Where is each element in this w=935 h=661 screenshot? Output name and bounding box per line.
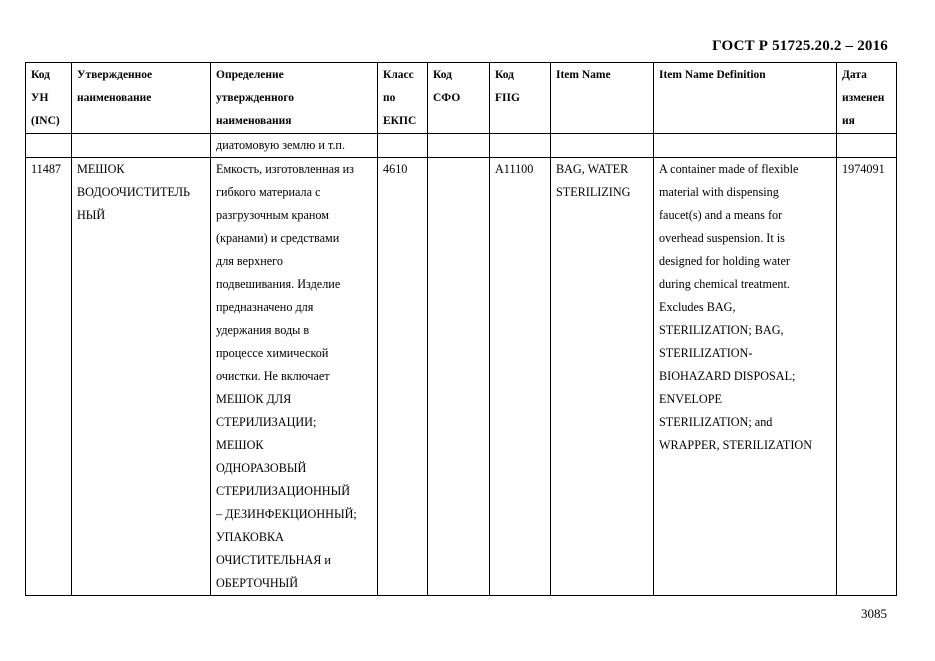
text-line: Item Name <box>556 69 611 81</box>
header-fiig <box>490 63 551 134</box>
text-line: УПАКОВКА <box>216 530 284 544</box>
text-line: ия <box>842 115 855 127</box>
text-line: A container made of flexible <box>659 162 799 176</box>
text-line: наименования <box>216 115 292 127</box>
text-line: (кранами) и средствами <box>216 231 340 245</box>
text-line: СФО <box>433 92 461 104</box>
header-approved-name <box>72 63 211 134</box>
text-line: НЫЙ <box>77 208 106 222</box>
text-line: material with dispensing <box>659 185 779 199</box>
text-line: FIIG <box>495 92 520 104</box>
continuation-definition: диатомовую землю и т.п. <box>211 134 378 158</box>
text-line: разгрузочным краном <box>216 208 329 222</box>
header-item-name-definition <box>654 63 837 134</box>
text-line: подвешивания. Изделие <box>216 277 341 291</box>
text-line: предназначено для <box>216 300 314 314</box>
text-line: МЕШОК ДЛЯ <box>216 392 292 406</box>
table-header-row <box>26 63 897 134</box>
text-line: WRAPPER, STERILIZATION <box>659 438 813 452</box>
cell-date: 1974091 <box>837 158 897 596</box>
text-line: Емкость, изготовленная из <box>216 162 354 176</box>
cell-item-name <box>551 158 654 596</box>
text-line: Код <box>433 69 453 81</box>
text-line: (INC) <box>31 115 60 127</box>
cell-fiig: A11100 <box>490 158 551 596</box>
text-line: during chemical treatment. <box>659 277 790 291</box>
text-line: BAG, WATER <box>556 162 629 176</box>
cell-definition <box>211 158 378 596</box>
text-line: – ДЕЗИНФЕКЦИОННЫЙ; <box>216 507 357 521</box>
text-line: МЕШОК <box>77 162 125 176</box>
classification-table <box>25 62 897 596</box>
document-standard-header: ГОСТ Р 51725.20.2 – 2016 <box>712 38 888 54</box>
text-line: Item Name Definition <box>659 69 766 81</box>
cell-approved-name <box>72 158 211 596</box>
header-item-name <box>551 63 654 134</box>
text-line: СТЕРИЛИЗАЦИИ; <box>216 415 317 429</box>
text-line: ОЧИСТИТЕЛЬНАЯ и <box>216 553 331 567</box>
text-line: STERILIZATION; BAG, <box>659 323 784 337</box>
text-line: очистки. Не включает <box>216 369 330 383</box>
text-line: Код <box>31 69 51 81</box>
text-line: overhead suspension. It is <box>659 231 785 245</box>
text-line: ЕКПС <box>383 115 417 127</box>
text-line: designed for holding water <box>659 254 790 268</box>
header-date <box>837 63 897 134</box>
header-ekps <box>378 63 428 134</box>
text-line: МЕШОК <box>216 438 264 452</box>
text-line: BIOHAZARD DISPOSAL; <box>659 369 796 383</box>
table-row <box>26 158 897 596</box>
cell-sfo <box>428 158 490 596</box>
text-line: Утвержденное <box>77 69 153 81</box>
cell-item-name-definition <box>654 158 837 596</box>
text-line: Код <box>495 69 515 81</box>
cell-ekps: 4610 <box>378 158 428 596</box>
text-line: удержания воды в <box>216 323 310 337</box>
text-line: по <box>383 92 396 104</box>
text-line: ОБЕРТОЧНЫЙ <box>216 576 299 590</box>
text-line: СТЕРИЛИЗАЦИОННЫЙ <box>216 484 351 498</box>
text-line: ВОДООЧИСТИТЕЛЬ <box>77 185 191 199</box>
text-line: STERILIZATION- <box>659 346 753 360</box>
text-line: Определение <box>216 69 284 81</box>
text-line: faucet(s) and a means for <box>659 208 783 222</box>
text-line: Дата <box>842 69 867 81</box>
text-line: STERILIZATION; and <box>659 415 773 429</box>
text-line: утвержденного <box>216 92 295 104</box>
text-line: ОДНОРАЗОВЫЙ <box>216 461 307 475</box>
text-line: наименование <box>77 92 152 104</box>
page-number: 3085 <box>861 606 887 621</box>
text-line: процессе химической <box>216 346 329 360</box>
header-inc <box>26 63 72 134</box>
text-line: изменен <box>842 92 885 104</box>
text-line: для верхнего <box>216 254 283 268</box>
text-line: гибкого материала с <box>216 185 321 199</box>
header-definition <box>211 63 378 134</box>
text-line: ENVELOPE <box>659 392 722 406</box>
text-line: Класс <box>383 69 414 81</box>
cell-inc: 11487 <box>26 158 72 596</box>
text-line: УН <box>31 92 49 104</box>
text-line: STERILIZING <box>556 185 631 199</box>
header-sfo <box>428 63 490 134</box>
text-line: Excludes BAG, <box>659 300 736 314</box>
continuation-row <box>26 134 897 158</box>
